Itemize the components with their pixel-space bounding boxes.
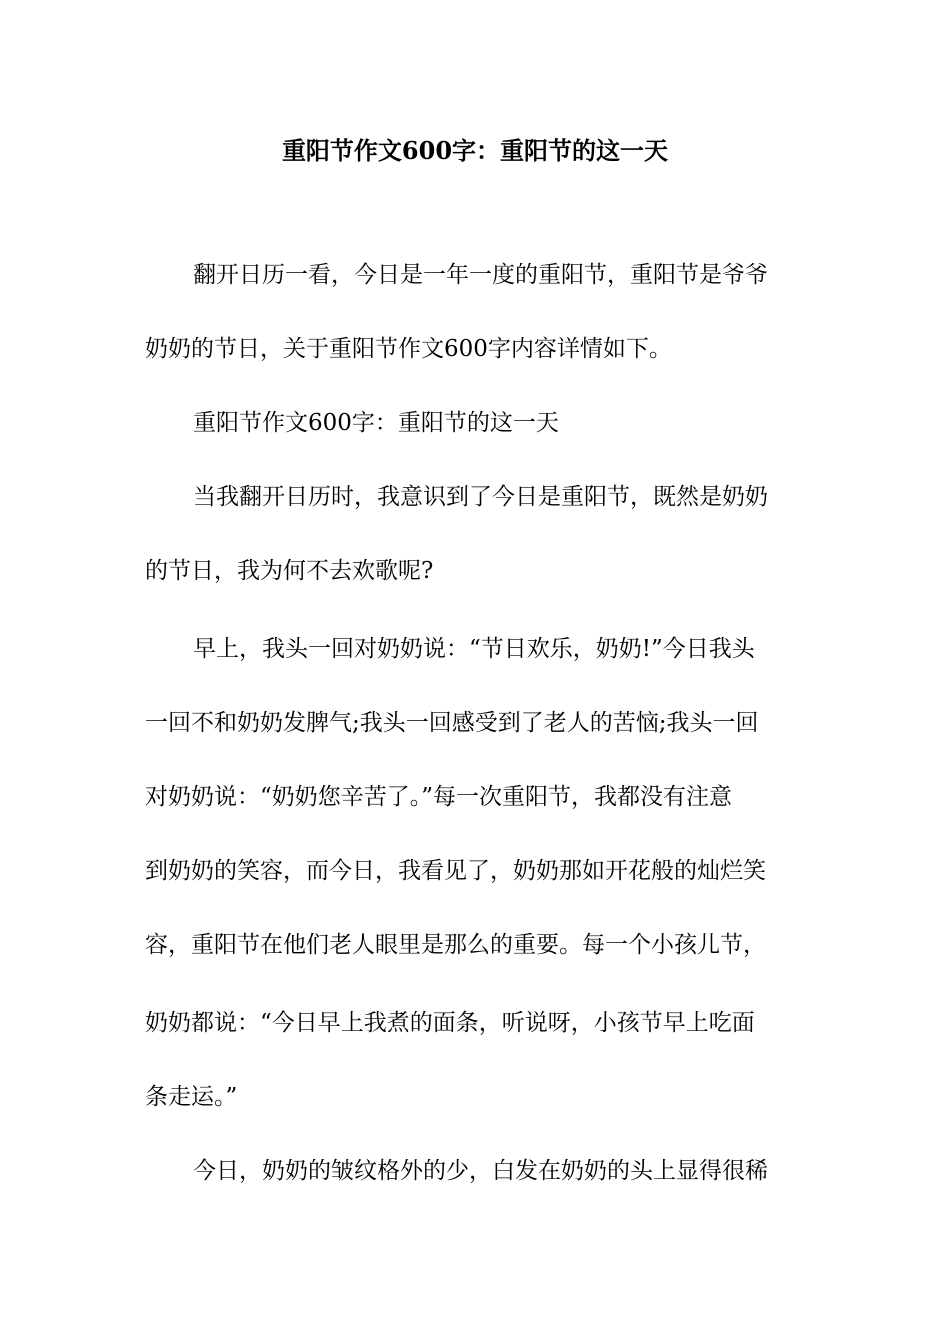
paragraph-line: 对奶奶说：“奶奶您辛苦了。”每一次重阳节，我都没有注意 — [145, 784, 733, 810]
paragraph-line: 翻开日历一看，今日是一年一度的重阳节，重阳节是爷爷 — [193, 262, 768, 288]
paragraph-line: 重阳节作文600字：重阳节的这一天 — [193, 410, 559, 436]
document-title: 重阳节作文600字：重阳节的这一天 — [281, 136, 669, 165]
paragraph-line: 早上，我头一回对奶奶说：“节日欢乐，奶奶!”今日我头 — [193, 636, 755, 662]
paragraph-line: 当我翻开日历时，我意识到了今日是重阳节，既然是奶奶 — [193, 484, 768, 510]
paragraph-line: 的节日，我为何不去欢歌呢? — [145, 558, 434, 584]
paragraph-line: 容，重阳节在他们老人眼里是那么的重要。每一个小孩儿节， — [145, 932, 766, 958]
paragraph-line: 条走运。” — [145, 1084, 238, 1110]
paragraph-line: 奶奶的节日，关于重阳节作文600字内容详情如下。 — [145, 336, 672, 362]
paragraph-line: 今日，奶奶的皱纹格外的少，白发在奶奶的头上显得很稀 — [193, 1158, 768, 1184]
paragraph-line: 一回不和奶奶发脾气;我头一回感受到了老人的苦恼;我头一回 — [145, 710, 759, 736]
paragraph-line: 奶奶都说：“今日早上我煮的面条，听说呀，小孩节早上吃面 — [145, 1010, 755, 1036]
paragraph-line: 到奶奶的笑容，而今日，我看见了，奶奶那如开花般的灿烂笑 — [145, 858, 766, 884]
